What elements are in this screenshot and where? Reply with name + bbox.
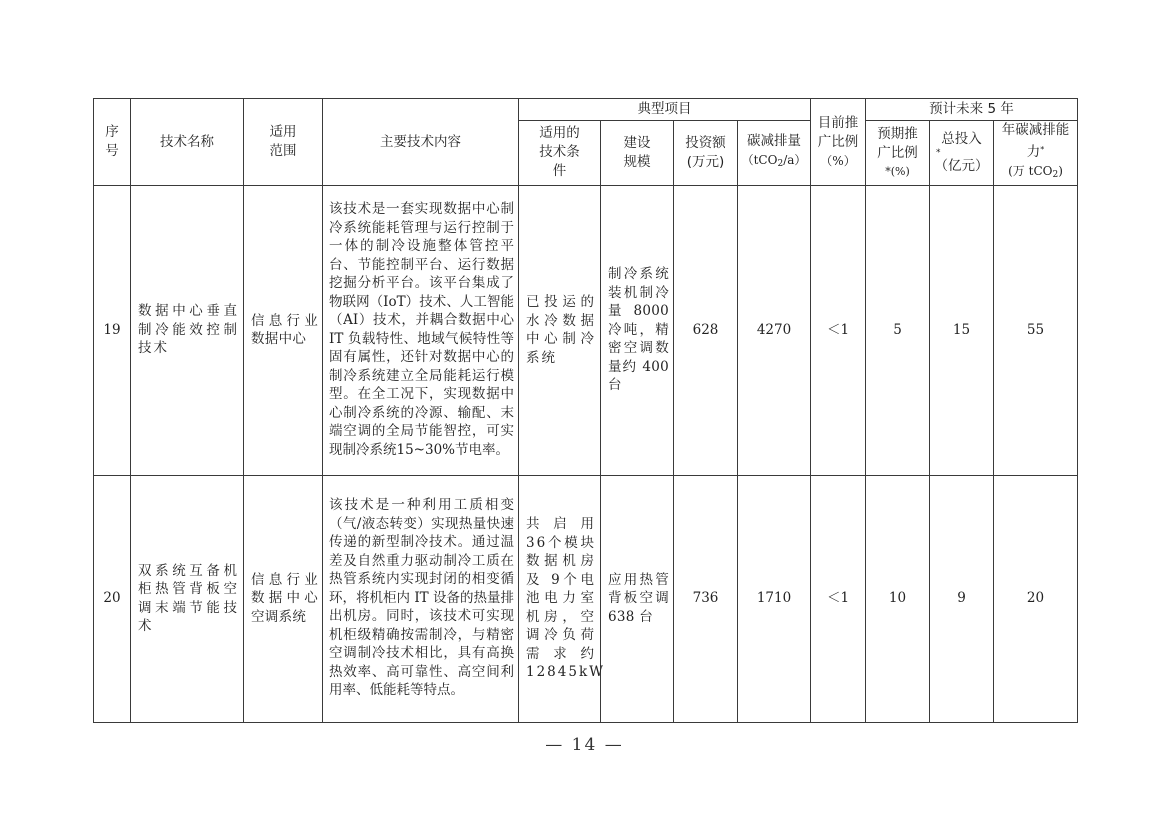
technology-table bbox=[93, 98, 1078, 723]
header-typical-project: 典型项目 bbox=[519, 99, 811, 121]
row-seq: 19 bbox=[94, 185, 131, 475]
row-scope: 信息行业数据中心空调系统 bbox=[244, 475, 323, 722]
header-scale: 建设规模 bbox=[601, 121, 674, 186]
row-tech-name: 双系统互备机柜热管背板空调末端节能技术 bbox=[131, 475, 244, 722]
header-future-5-years: 预计未来 5 年 bbox=[866, 99, 1078, 121]
row-total-investment: 9 bbox=[930, 475, 994, 722]
row-total-investment: 15 bbox=[930, 185, 994, 475]
row-tech-name: 数据中心垂直制冷能效控制技术 bbox=[131, 185, 244, 475]
row-carbon-reduction: 1710 bbox=[738, 475, 811, 722]
header-carbon-reduction: 碳减排量 （tCO$_2$/a） bbox=[738, 121, 811, 186]
header-conditions: 适用的技术条件 bbox=[519, 121, 601, 186]
header-seq: 序号 bbox=[94, 99, 131, 186]
header-content: 主要技术内容 bbox=[323, 99, 519, 186]
page-number: — 14 — bbox=[545, 735, 624, 755]
header-annual-capacity: 年碳减排能力* (万 tCO$_2$) bbox=[994, 121, 1078, 186]
row-expected-ratio: 5 bbox=[866, 185, 930, 475]
header-investment: 投资额 (万元) bbox=[674, 121, 738, 186]
row-conditions: 共启用 36个模块数据机房及 9个电池电力室机房，空调冷负荷需求约12845kW bbox=[519, 475, 601, 722]
row-conditions: 已投运的水冷数据中心制冷系统 bbox=[519, 185, 601, 475]
row-content: 该技术是一套实现数据中心制冷系统能耗管理与运行控制于一体的制冷设施整体管控平台、节能控制平台、运行数据挖掘分析平台。该平台集成了物联网（IoT）技术、人工智能（AI）技术，并耦合数据中心 IT 负载特性、地域气候特性等固有属性，还针对数据中心的制冷系统建立全局能耗运行模型。在全工况下，实现数据中心制冷系统的冷源、输配、末端空调的全局节能智控，可实现制冷系统15~30%节电率。 bbox=[323, 185, 519, 475]
row-expected-ratio: 10 bbox=[866, 475, 930, 722]
row-current-ratio: ＜1 bbox=[811, 185, 866, 475]
row-investment: 628 bbox=[674, 185, 738, 475]
row-carbon-reduction: 4270 bbox=[738, 185, 811, 475]
header-total-investment: 总投入 * （亿元） bbox=[930, 121, 994, 186]
header-current-ratio: 目前推广比例 （%） bbox=[811, 99, 866, 186]
row-seq: 20 bbox=[94, 475, 131, 722]
header-expected-ratio: 预期推广比例 *(%) bbox=[866, 121, 930, 186]
row-scale: 应用热管背板空调638 台 bbox=[601, 475, 674, 722]
row-scale: 制冷系统装机制冷量 8000冷吨，精密空调数量约 400台 bbox=[601, 185, 674, 475]
row-scope: 信息行业数据中心 bbox=[244, 185, 323, 475]
row-content: 该技术是一种利用工质相变（气/液态转变）实现热量快速传递的新型制冷技术。通过温差及自然重力驱动制冷工质在热管系统内实现封闭的相变循环，将机柜内 IT 设备的热量排出机房。同时，该技术可实现机柜级精确按需制冷，与精密空调制冷技术相比，具有高换热效率、高可靠性、高空间利用率、低能耗等特点。 bbox=[323, 475, 519, 722]
row-annual-capacity: 55 bbox=[994, 185, 1078, 475]
row-current-ratio: ＜1 bbox=[811, 475, 866, 722]
table-row bbox=[94, 475, 1078, 722]
table-row bbox=[94, 185, 1078, 475]
row-annual-capacity: 20 bbox=[994, 475, 1078, 722]
header-scope: 适用范围 bbox=[244, 99, 323, 186]
row-investment: 736 bbox=[674, 475, 738, 722]
header-tech-name: 技术名称 bbox=[131, 99, 244, 186]
